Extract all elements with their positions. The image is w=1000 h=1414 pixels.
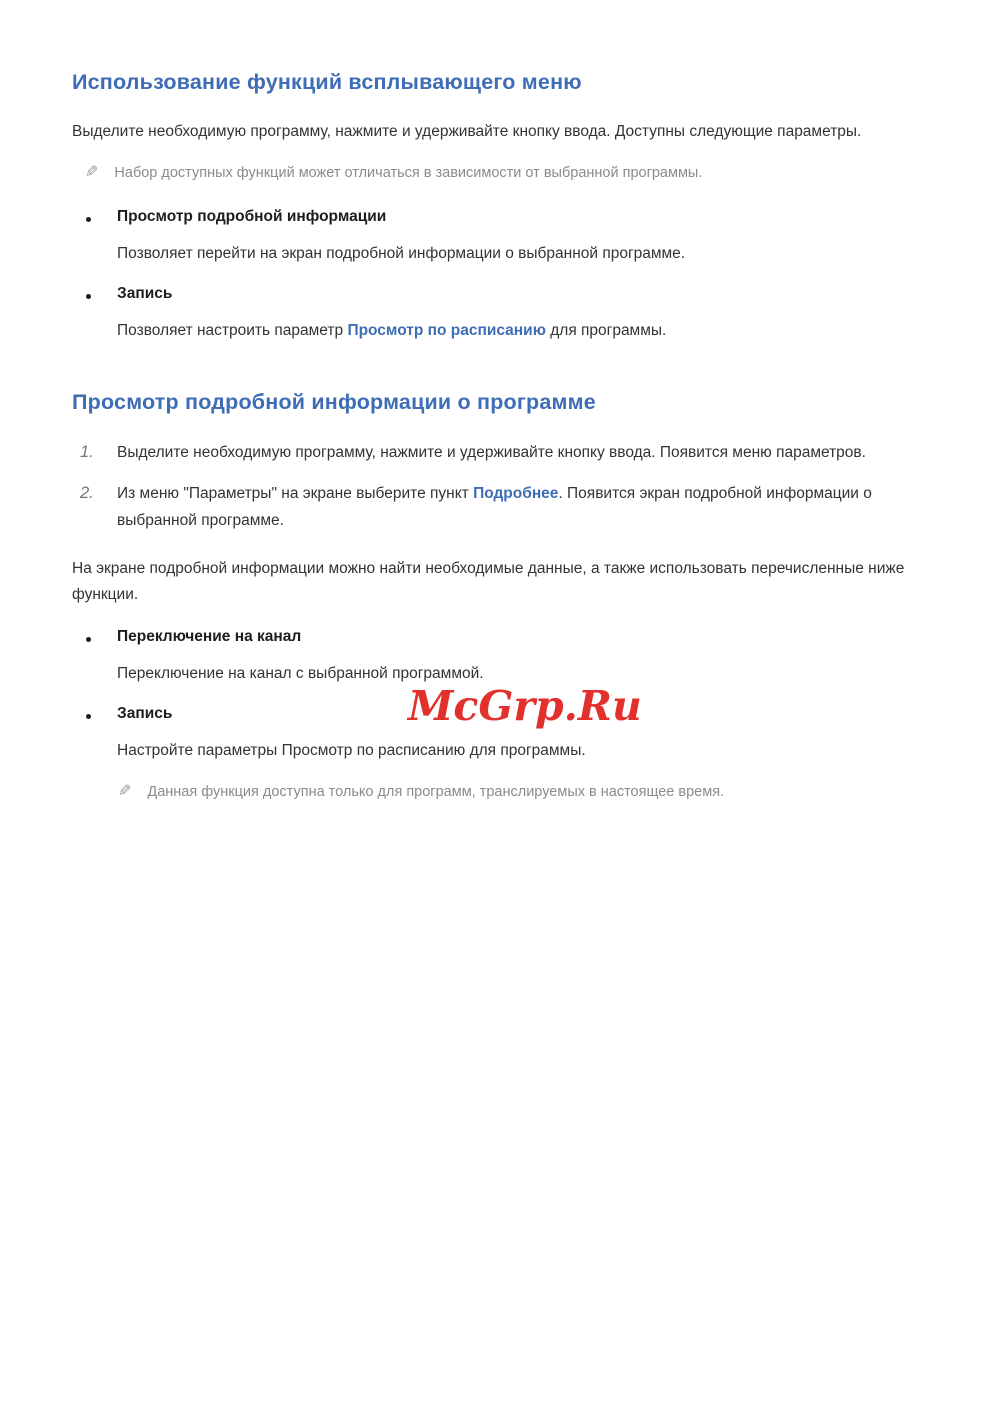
bullet-content bbox=[117, 208, 685, 267]
bullet-dot-icon bbox=[86, 217, 91, 222]
text-run: Из меню "Параметры" на экране выберите пункт bbox=[117, 485, 474, 502]
bullet-dot-icon bbox=[86, 294, 91, 299]
bullet-content bbox=[117, 285, 666, 344]
text-run: Настройте параметры Просмотр по расписанию для программы. bbox=[117, 742, 586, 759]
text-run: Выделите необходимую программу, нажмите и удерживайте кнопку ввода. Появится меню параметров. bbox=[117, 444, 866, 461]
section-popup-menu-functions bbox=[72, 70, 932, 344]
list-item bbox=[72, 705, 932, 764]
list-item bbox=[72, 285, 932, 344]
bullet-content bbox=[117, 705, 586, 764]
numbered-step bbox=[72, 480, 932, 534]
section-title-popup-menu: Использование функций всплывающего меню bbox=[72, 70, 582, 94]
pencil-icon: ✎ bbox=[118, 783, 132, 800]
bullet-title: Переключение на канал bbox=[117, 628, 302, 645]
list-item bbox=[72, 628, 932, 687]
numbered-step bbox=[72, 439, 932, 466]
bullet-body bbox=[117, 738, 586, 764]
bullet-dot-icon bbox=[86, 714, 91, 719]
watermark: McGrp.Ru bbox=[408, 682, 642, 730]
section-title-detail-info: Просмотр подробной информации о программе bbox=[72, 390, 596, 414]
step-number: 1. bbox=[80, 443, 94, 461]
bullet-body bbox=[117, 241, 685, 267]
bullet-title: Запись bbox=[117, 705, 173, 722]
note bbox=[72, 782, 902, 803]
intro-paragraph: Выделите необходимую программу, нажмите и удерживайте кнопку ввода. Доступны следующие параметры. bbox=[72, 123, 862, 140]
text-run: Позволяет настроить параметр bbox=[117, 322, 348, 339]
bullet-dot-icon bbox=[86, 637, 91, 642]
schedule-viewing-link[interactable]: Просмотр по расписанию bbox=[347, 322, 546, 339]
bullet-body bbox=[117, 318, 666, 344]
text-run: Переключение на канал с выбранной программой. bbox=[117, 665, 484, 682]
step-text bbox=[117, 480, 913, 534]
note-text: Данная функция доступна только для программ, транслируемых в настоящее время. bbox=[147, 784, 725, 800]
text-run: . Появится экран подробной информации о выбранной программе. bbox=[117, 485, 872, 529]
bullet-title: Просмотр подробной информации bbox=[117, 208, 387, 225]
bullet-body bbox=[117, 661, 484, 687]
list-item bbox=[72, 208, 932, 267]
note-text: Набор доступных функций может отличаться в зависимости от выбранной программы. bbox=[114, 165, 703, 181]
bullet-title: Запись bbox=[117, 285, 173, 302]
note bbox=[72, 163, 902, 184]
text-run: для программы. bbox=[545, 322, 667, 339]
section-program-detail-info bbox=[72, 390, 932, 803]
text-run: Позволяет перейти на экран подробной информации о выбранной программе. bbox=[117, 245, 686, 262]
bullet-content bbox=[117, 628, 484, 687]
step-text bbox=[117, 439, 866, 466]
body-paragraph: На экране подробной информации можно найти необходимые данные, а также использовать перечисленные ниже функции. bbox=[72, 560, 905, 603]
step-number: 2. bbox=[80, 484, 94, 502]
pencil-icon: ✎ bbox=[85, 164, 99, 181]
details-link[interactable]: Подробнее bbox=[473, 485, 559, 502]
